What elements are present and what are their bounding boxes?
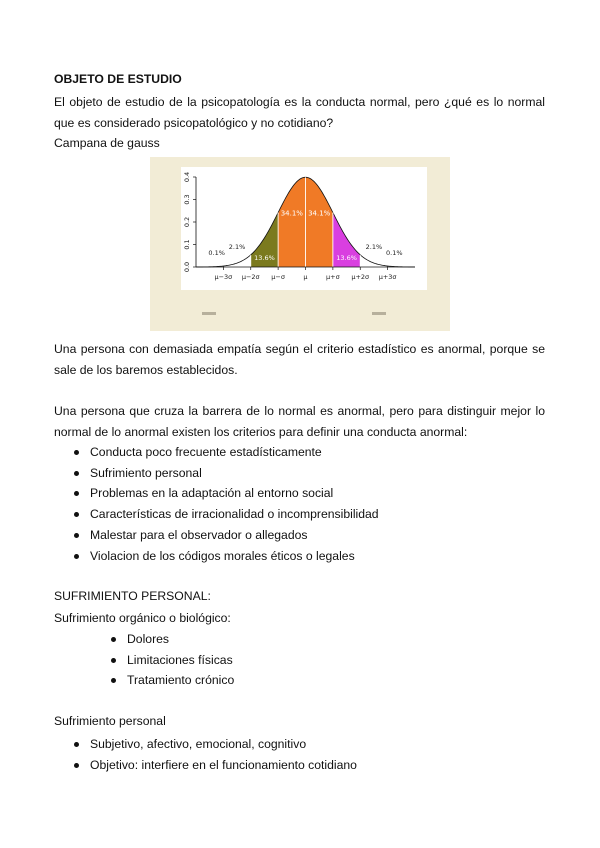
figure-footnote-left [202,312,216,315]
y-tick-label: 0.1 [183,239,191,250]
list-item: Tratamiento crónico [111,670,234,691]
region-percent-label: 13.6% [336,254,357,262]
page-heading: OBJETO DE ESTUDIO [54,72,182,86]
region-percent-label: 13.6% [254,254,275,262]
organic-suffering-title: Sufrimiento orgánico o biológico: [54,611,231,625]
bell-curve-chart [150,157,450,331]
x-tick-label: μ−3σ [214,273,233,281]
list-item: Conducta poco frecuente estadísticamente [74,442,379,463]
gaussian-bell-curve-figure [150,157,450,331]
list-item: Violacion de los códigos morales éticos o legales [74,546,379,567]
list-item: Malestar para el observador o allegados [74,525,379,546]
region-percent-label: 34.1% [308,209,331,218]
section-title-sufrimiento: SUFRIMIENTO PERSONAL: [54,589,211,603]
region-percent-label: 34.1% [280,209,303,218]
x-tick-label: μ+σ [326,273,340,281]
y-tick-label: 0.4 [183,171,191,183]
list-item: Características de irracionalidad o incomprensibilidad [74,504,379,525]
region-percent-label: 2.1% [365,243,383,251]
figure-footnote-right [372,312,386,315]
list-item: Dolores [111,629,234,650]
x-tick-label: μ [303,273,308,281]
intro-paragraph: El objeto de estudio de la psicopatología es la conducta normal, pero ¿qué es lo normal que es considerado psicopatológico y no cotidiano? [54,95,545,130]
abnormal-criteria-intro: Una persona que cruza la barrera de lo normal es anormal, pero para distinguir mejor lo normal de lo anormal existen los criterios para definir una conducta anormal: [54,404,545,439]
list-item: Objetivo: interfiere en el funcionamiento cotidiano [74,755,357,776]
figure-caption: Campana de gauss [54,136,160,150]
y-tick-label: 0.2 [183,216,191,228]
x-tick-label: μ+3σ [378,273,397,281]
y-tick-label: 0.0 [183,261,191,273]
organic-suffering-list [111,629,234,691]
list-item: Problemas en la adaptación al entorno social [74,483,379,504]
criteria-list [74,442,379,566]
x-tick-label: μ−σ [271,273,285,281]
personal-suffering-title: Sufrimiento personal [54,714,166,728]
region-percent-label: 2.1% [228,243,246,251]
x-tick-label: μ−2σ [241,273,260,281]
list-item: Sufrimiento personal [74,463,379,484]
list-item: Subjetivo, afectivo, emocional, cognitivo [74,734,357,755]
region-percent-label: 0.1% [208,249,225,257]
statistical-criterion-paragraph: Una persona con demasiada empatía según el criterio estadístico es anormal, porque se sale de los baremos establecidos. [54,342,545,377]
region-percent-label: 0.1% [386,249,403,257]
x-tick-label: μ+2σ [351,273,370,281]
y-tick-label: 0.3 [183,194,191,205]
list-item: Limitaciones físicas [111,650,234,671]
personal-suffering-list [74,734,357,775]
